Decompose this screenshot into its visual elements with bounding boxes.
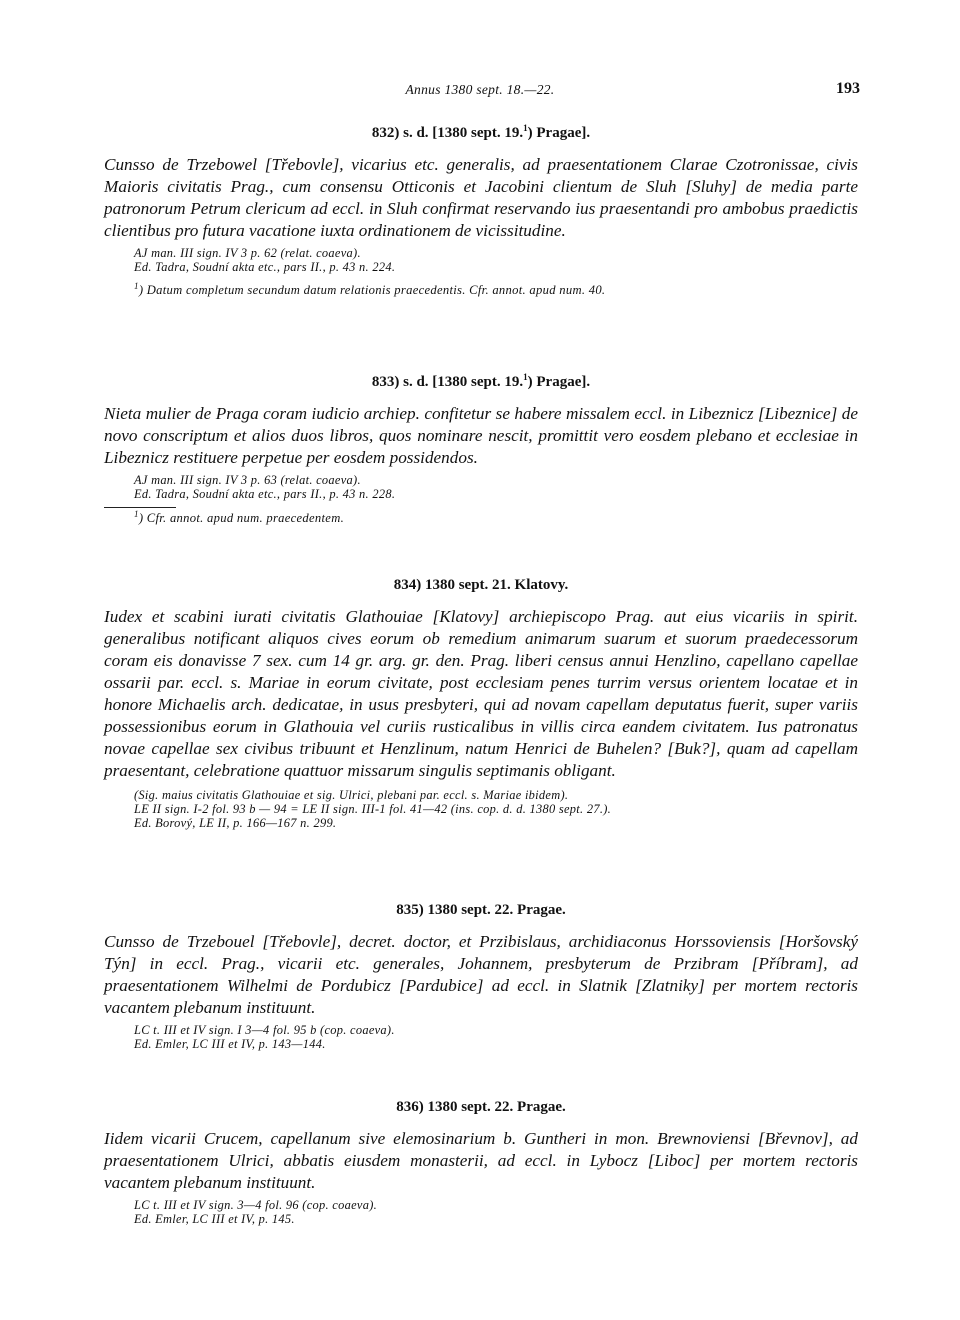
edition-line: Ed. Tadra, Soudní akta etc., pars II., p. 43 n. 224.	[134, 260, 396, 274]
entry-number: 834)	[393, 577, 422, 593]
entry-833	[104, 371, 858, 526]
source-line: AJ man. III sign. IV 3 p. 63 (relat. coaeva).	[134, 473, 361, 487]
entry-number: 835)	[396, 902, 424, 918]
footnote-number: 1	[134, 508, 139, 519]
entry-heading	[104, 574, 858, 596]
footnote-mark: 1	[523, 372, 528, 382]
entry-number: 836)	[396, 1099, 424, 1115]
entry-number: 833)	[371, 374, 400, 390]
footnote-mark: 1	[523, 123, 528, 133]
entry-regest: Iudex et scabini iurati civitatis Glathouiae [Klatovy] archiepiscopo Prag. aut eius vicariis in spirit. generalibus notificant aliquos cives eorum ob remedium animarum suarum et suorum praedecessorum coram eis donavisse 7 sex. cum 14 gr. arg. gr. den. Prag. liberi census annui Henzlino, capellano capellae ossarii par. eccl. s. Mariae in eorum civitate, post ecclesiam penes turrim versus orientem locatae et in honore Michaelis arch. dedicatae, in usus presbyteri, qui ad novam capellam deputatus fuerit, super variis possessionibus eorum in Glathouia vel curiis rusticalibus in villis circa eandem civitatem. Ius patronatus novae capellae sex civibus tribuunt et Henzlinum, natum Henrici de Buhelen? [Buk?], quam ad capellam praesentant, celebratione quattuor missarum singulis septimanis obligant.	[104, 607, 858, 780]
entry-heading	[104, 122, 858, 144]
edition-line: Ed. Borový, LE II, p. 166—167 n. 299.	[134, 816, 337, 830]
entry-regest: Iidem vicarii Crucem, capellanum sive elemosinarium b. Guntheri in mon. Brewnoviensi [Břevnov], ad praesentationem Ulrici, abbatis eiusdem monasterii, ad eccl. in Lybocz [Liboc] per mortem rectoris vacantem plebanum instituunt.	[104, 1129, 858, 1192]
edition-line: Ed. Tadra, Soudní akta etc., pars II., p. 43 n. 228.	[134, 487, 396, 501]
entry-number: 832)	[371, 125, 400, 141]
entry-836	[104, 1096, 858, 1226]
footnote-divider	[104, 507, 176, 508]
source-line: AJ man. III sign. IV 3 p. 62 (relat. coaeva).	[134, 246, 361, 260]
source-line: LC t. III et IV sign. I 3—4 fol. 95 b (cop. coaeva).	[134, 1023, 395, 1037]
entry-832	[104, 122, 858, 298]
entry-regest: Nieta mulier de Praga coram iudicio archiep. confitetur se habere missalem eccl. in Libeznicz [Libeznice] de novo conscriptum et alios duos libros, quos nominare nescit, promittit vero eosdem plebano et ecclesiae in Libeznicz restituere perpetue per eosdem possidendos.	[104, 404, 858, 467]
entry-date-place: 1380 sept. 22. Pragae.	[427, 1099, 566, 1115]
entry-date-place: 1380 sept. 22. Pragae.	[427, 902, 566, 918]
running-title: Annus 1380 sept. 18.—22.	[405, 82, 555, 97]
edition-line: Ed. Emler, LC III et IV, p. 143—144.	[134, 1037, 326, 1051]
entry-heading	[104, 371, 858, 393]
source-line: LC t. III et IV sign. 3—4 fol. 96 (cop. coaeva).	[134, 1198, 378, 1212]
page-number: 193	[836, 80, 860, 97]
entry-date-place: s. d. [1380 sept. 19.$^1$) Pragae].	[403, 123, 591, 141]
footnote: $^1$) Cfr. annot. apud num. praecedentem.	[134, 508, 345, 525]
entry-835	[104, 899, 858, 1051]
footnote: $^1$) Datum completum secundum datum relationis praecedentis. Cfr. annot. apud num. 40.	[134, 280, 606, 297]
page-header	[0, 82, 960, 106]
entry-date-place: 1380 sept. 21. Klatovy.	[424, 577, 569, 593]
seal-line: (Sig. maius civitatis Glathouiae et sig. Ulrici, plebani par. eccl. s. Mariae ibidem).	[134, 788, 569, 802]
entry-sources	[104, 1198, 858, 1226]
entry-834	[104, 574, 858, 830]
entry-date-place: s. d. [1380 sept. 19.$^1$) Pragae].	[403, 372, 591, 390]
entry-heading	[104, 1096, 858, 1118]
source-line: LE II sign. I-2 fol. 93 b — 94 = LE II sign. III-1 fol. 41—42 (ins. cop. d. d. 1380 sept. 27.).	[134, 802, 612, 816]
entry-regest: Cunsso de Trzebouel [Třebovle], decret. doctor, et Przibislaus, archidiaconus Horssoviensis [Horšovský Týn] in eccl. Prag., vicarii etc. generales, Johannem, presbyterum de Przibram [Příbram], ad praesentationem Wilhelmi de Pordubicz [Pardubice] ad eccl. in Slatnik [Zlatniky] per mortem rectoris vacantem plebanum instituunt.	[104, 932, 858, 1017]
entry-sources	[104, 246, 858, 274]
entry-sources	[104, 1023, 858, 1051]
entry-sources	[104, 473, 858, 501]
entry-heading	[104, 899, 858, 921]
entry-regest: Cunsso de Trzebowel [Třebovle], vicarius etc. generalis, ad praesentationem Clarae Czotronissae, civis Maioris civitatis Prag., cum consensu Otticonis et Jacobini clientum de Sluh [Sluhy] de media parte patronorum Petrum clericum ad eccl. in Sluh confirmat reservando ius praesentandi pro ambobus praedictis clientibus pro futura vacatione iuxta ordinationem de vicissitudine.	[104, 155, 858, 240]
edition-line: Ed. Emler, LC III et IV, p. 145.	[134, 1212, 295, 1226]
footnote-number: 1	[134, 280, 139, 291]
entry-sources	[104, 788, 858, 830]
